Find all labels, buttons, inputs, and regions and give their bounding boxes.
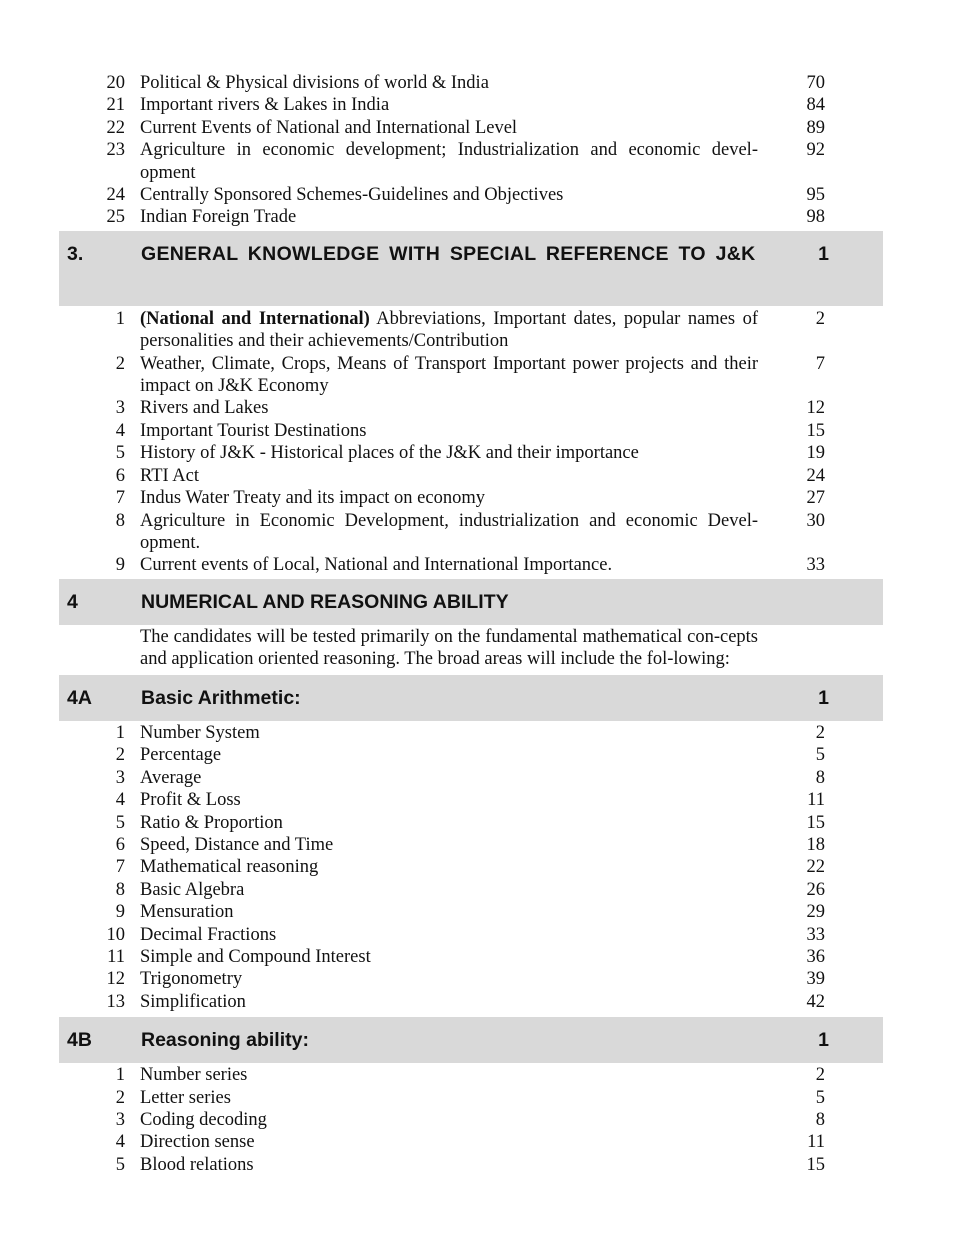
item-title: Speed, Distance and Time (140, 834, 334, 855)
item-title: Decimal Fractions (140, 924, 277, 945)
item-title: Indus Water Treaty and its impact on economy (140, 488, 485, 509)
item-page: 36 (806, 946, 825, 967)
section-title: GENERAL KNOWLEDGE WITH SPECIAL REFERENCE TO J&K (141, 242, 756, 265)
section-page: 1 (818, 242, 829, 265)
item-title: Rivers and Lakes (140, 398, 269, 419)
toc-row (59, 946, 883, 968)
item-number: 22 (106, 117, 125, 138)
toc-row (59, 420, 883, 442)
item-title-bold: (National and International) (140, 308, 370, 329)
section-4b-list (59, 1063, 883, 1176)
item-number: 5 (115, 443, 125, 464)
section-title: Reasoning ability: (141, 1029, 309, 1052)
item-title: History of J&K - Historical places of the J&K and their importance (140, 443, 639, 464)
item-page: 89 (806, 117, 825, 138)
item-number: 5 (115, 1154, 125, 1175)
item-number: 8 (115, 879, 125, 900)
item-title: Centrally Sponsored Schemes-Guidelines and Objectives (140, 185, 564, 206)
item-title: Important rivers & Lakes in India (140, 95, 390, 116)
item-number: 7 (115, 488, 125, 509)
section-page: 1 (818, 686, 829, 709)
toc-row (59, 117, 883, 139)
item-number: 2 (115, 745, 125, 766)
table-of-contents (59, 72, 883, 1176)
item-number: 12 (106, 969, 125, 990)
toc-row (59, 812, 883, 834)
item-title: Letter series (140, 1087, 231, 1108)
toc-row (59, 442, 883, 464)
toc-row (59, 554, 883, 576)
item-title: Simple and Compound Interest (140, 946, 371, 967)
toc-row (59, 353, 883, 398)
item-page: 15 (806, 1154, 825, 1175)
toc-row (59, 72, 883, 94)
item-page: 26 (806, 879, 825, 900)
section-header-4b (59, 1017, 883, 1063)
item-page: 42 (806, 991, 825, 1012)
toc-row (59, 968, 883, 990)
section-title: NUMERICAL AND REASONING ABILITY (141, 590, 509, 613)
item-title: Blood relations (140, 1154, 254, 1175)
toc-row (59, 834, 883, 856)
toc-row (59, 1131, 883, 1153)
item-page: 12 (806, 398, 825, 419)
item-title: RTI Act (140, 465, 200, 486)
section-title: Basic Arithmetic: (141, 686, 301, 709)
item-number: 9 (115, 555, 125, 576)
toc-row (59, 722, 883, 744)
item-page: 15 (806, 812, 825, 833)
item-title: Coding decoding (140, 1110, 267, 1130)
item-page: 11 (807, 1132, 825, 1153)
item-number: 6 (115, 465, 125, 486)
item-title: Indian Foreign Trade (140, 207, 297, 228)
toc-row (59, 94, 883, 116)
item-title: Agriculture in economic development; Industrialization and economic devel-opment (140, 140, 758, 183)
item-page: 8 (815, 1110, 825, 1130)
item-title: Trigonometry (140, 969, 243, 990)
item-number: 2 (115, 353, 125, 374)
item-page: 30 (806, 510, 825, 531)
item-page: 27 (806, 488, 825, 509)
item-number: 1 (115, 1065, 125, 1086)
item-title: Ratio & Proportion (140, 812, 283, 833)
item-page: 33 (806, 924, 825, 945)
item-number: 1 (115, 308, 125, 329)
toc-row (59, 901, 883, 923)
item-title: Direction sense (140, 1132, 255, 1153)
item-page: 95 (806, 185, 825, 206)
toc-row (59, 991, 883, 1013)
item-page: 18 (806, 834, 825, 855)
prev-section-list (59, 72, 883, 229)
toc-row (59, 139, 883, 184)
item-page: 98 (806, 207, 825, 228)
item-page: 2 (815, 308, 825, 329)
item-number: 13 (106, 991, 125, 1012)
item-number: 11 (107, 946, 125, 967)
item-number: 3 (115, 398, 125, 419)
item-number: 1 (115, 722, 125, 743)
item-number: 24 (106, 185, 125, 206)
item-title: Profit & Loss (140, 790, 241, 811)
toc-row (59, 397, 883, 419)
item-number: 9 (115, 902, 125, 923)
item-number: 4 (115, 420, 125, 441)
item-number: 21 (106, 95, 125, 116)
item-title (140, 308, 758, 353)
toc-row (59, 1087, 883, 1109)
item-page: 24 (806, 465, 825, 486)
item-page: 92 (806, 140, 825, 161)
section-header-3 (59, 231, 883, 306)
section-number: 4A (67, 686, 92, 709)
item-title: Number System (140, 722, 260, 743)
section-page: 1 (818, 1029, 829, 1052)
item-number: 20 (106, 73, 125, 93)
section-number: 4B (67, 1029, 92, 1052)
toc-row (59, 465, 883, 487)
item-page: 5 (815, 745, 825, 766)
item-number: 7 (115, 857, 125, 878)
section-3-list (59, 306, 883, 577)
item-title: Important Tourist Destinations (140, 420, 367, 441)
item-page: 19 (806, 443, 825, 464)
toc-row (59, 1154, 883, 1176)
toc-row (59, 487, 883, 509)
section-4-intro: The candidates will be tested primarily on the fundamental mathematical con-cepts and application oriented reasoning. The broad areas will include the fol-lowing: (140, 626, 758, 670)
item-number: 8 (115, 510, 125, 531)
item-number: 4 (115, 1132, 125, 1153)
item-title: Political & Physical divisions of world & India (140, 73, 489, 93)
item-page: 22 (806, 857, 825, 878)
toc-row (59, 206, 883, 228)
item-title: Mensuration (140, 902, 234, 923)
toc-row (59, 510, 883, 555)
item-title: Percentage (140, 745, 222, 766)
item-number: 3 (115, 1110, 125, 1130)
item-page: 70 (806, 73, 825, 93)
item-title: Current events of Local, National and International Importance. (140, 555, 613, 576)
item-number: 23 (106, 140, 125, 161)
item-title: Mathematical reasoning (140, 857, 319, 878)
toc-row (59, 856, 883, 878)
item-number: 4 (115, 790, 125, 811)
toc-row (59, 744, 883, 766)
item-title: Average (140, 767, 202, 788)
item-page: 11 (807, 790, 825, 811)
item-page: 33 (806, 555, 825, 576)
toc-row (59, 184, 883, 206)
toc-row (59, 924, 883, 946)
section-number: 4 (67, 590, 78, 613)
item-page: 29 (806, 902, 825, 923)
toc-row (59, 767, 883, 789)
item-title: Basic Algebra (140, 879, 245, 900)
item-page: 2 (815, 1065, 825, 1086)
toc-row (59, 789, 883, 811)
item-title: Agriculture in Economic Development, industrialization and economic Devel-opment. (140, 510, 758, 553)
item-number: 10 (106, 924, 125, 945)
item-title-rest: Abbreviations, Important dates, popular names of personalities and their achievements/Contribution (140, 308, 758, 352)
item-page: 5 (815, 1087, 825, 1108)
item-page: 2 (815, 722, 825, 743)
item-page: 8 (815, 767, 825, 788)
item-number: 6 (115, 834, 125, 855)
item-title: Simplification (140, 991, 246, 1012)
item-title: Weather, Climate, Crops, Means of Transport Important power projects and their impact on J&K Economy (140, 353, 758, 397)
item-page: 15 (806, 420, 825, 441)
item-number: 25 (106, 207, 125, 228)
item-number: 2 (115, 1087, 125, 1108)
section-header-4 (59, 579, 883, 625)
toc-row (59, 1109, 883, 1131)
item-page: 84 (806, 95, 825, 116)
toc-row (59, 1064, 883, 1086)
toc-row (59, 308, 883, 353)
item-page: 7 (815, 353, 825, 374)
toc-row (59, 879, 883, 901)
item-number: 3 (115, 767, 125, 788)
item-title: Current Events of National and International Level (140, 117, 518, 138)
section-number: 3. (67, 242, 84, 265)
section-header-4a (59, 675, 883, 721)
section-4a-list (59, 721, 883, 1013)
item-number: 5 (115, 812, 125, 833)
item-page: 39 (806, 969, 825, 990)
item-title: Number series (140, 1065, 248, 1086)
